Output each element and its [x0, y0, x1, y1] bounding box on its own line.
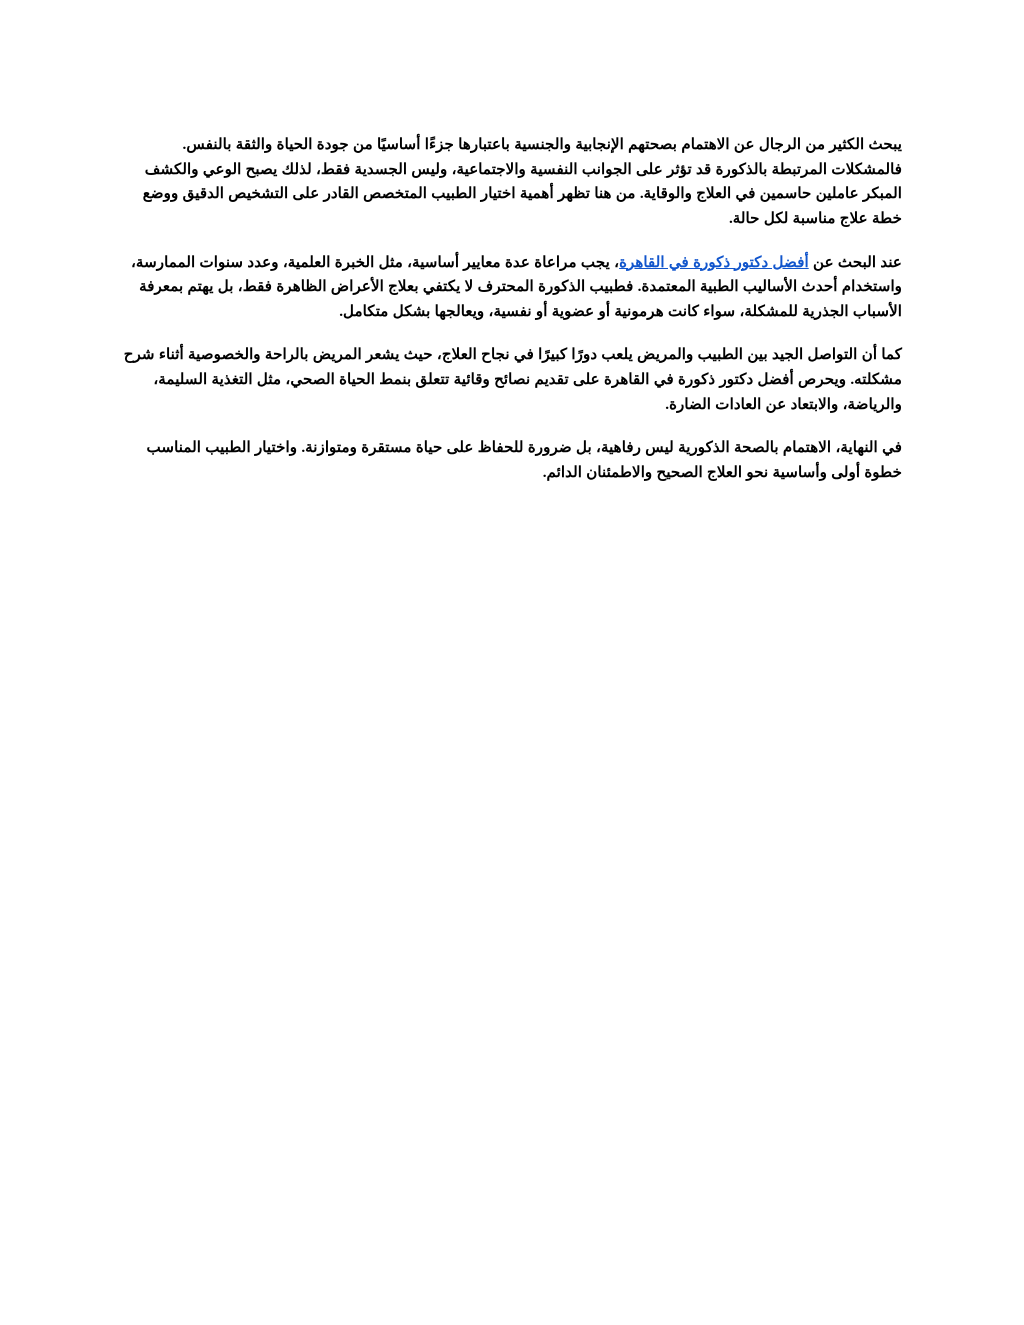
- paragraph: [122, 343, 902, 417]
- paragraph-text: ، يجب مراعاة عدة معايير أساسية، مثل الخبرة العلمية، وعدد سنوات الممارسة، واستخدام أحدث الأساليب الطبية المعتمدة. فطبيب الذكورة المحترف لا يكتفي بعلاج الأعراض الظاهرة فقط، بل يهتم بمعرفة الأسباب الجذرية للمشكلة، سواء كانت هرمونية أو عضوية أو نفسية، ويعالجها بشكل متكامل.: [131, 253, 902, 320]
- paragraph-text: في النهاية، الاهتمام بالصحة الذكورية ليس رفاهية، بل ضرورة للحفاظ على حياة مستقرة ومتوازنة. واختيار الطبيب المناسب خطوة أولى وأساسية نحو العلاج الصحيح والاطمئنان الدائم.: [146, 439, 902, 481]
- inline-link[interactable]: أفضل دكتور ذكورة في القاهرة: [619, 253, 809, 271]
- paragraph-text: يبحث الكثير من الرجال عن الاهتمام بصحتهم الإنجابية والجنسية باعتبارها جزءًا أساسيًا من جودة الحياة والثقة بالنفس. فالمشكلات المرتبطة بالذكورة قد تؤثر على الجوانب النفسية والاجتماعية، وليس الجسدية فقط، لذلك يصبح الوعي والكشف المبكر عاملين حاسمين في العلاج والوقاية. من هنا تظهر أهمية اختيار الطبيب المتخصص القادر على التشخيص الدقيق ووضع خطة علاج مناسبة لكل حالة.: [142, 136, 902, 227]
- paragraph: [122, 133, 902, 232]
- paragraph: [122, 251, 902, 325]
- document-body: [122, 133, 902, 486]
- paragraph-text: عند البحث عن: [808, 253, 902, 271]
- paragraph: [122, 436, 902, 485]
- paragraph-text: كما أن التواصل الجيد بين الطبيب والمريض يلعب دورًا كبيرًا في نجاح العلاج، حيث يشعر المريض بالراحة والخصوصية أثناء شرح مشكلته. ويحرص أفضل دكتور ذكورة في القاهرة على تقديم نصائح وقائية تتعلق بنمط الحياة الصحي، مثل التغذية السليمة، والرياضة، والابتعاد عن العادات الضارة.: [123, 346, 902, 413]
